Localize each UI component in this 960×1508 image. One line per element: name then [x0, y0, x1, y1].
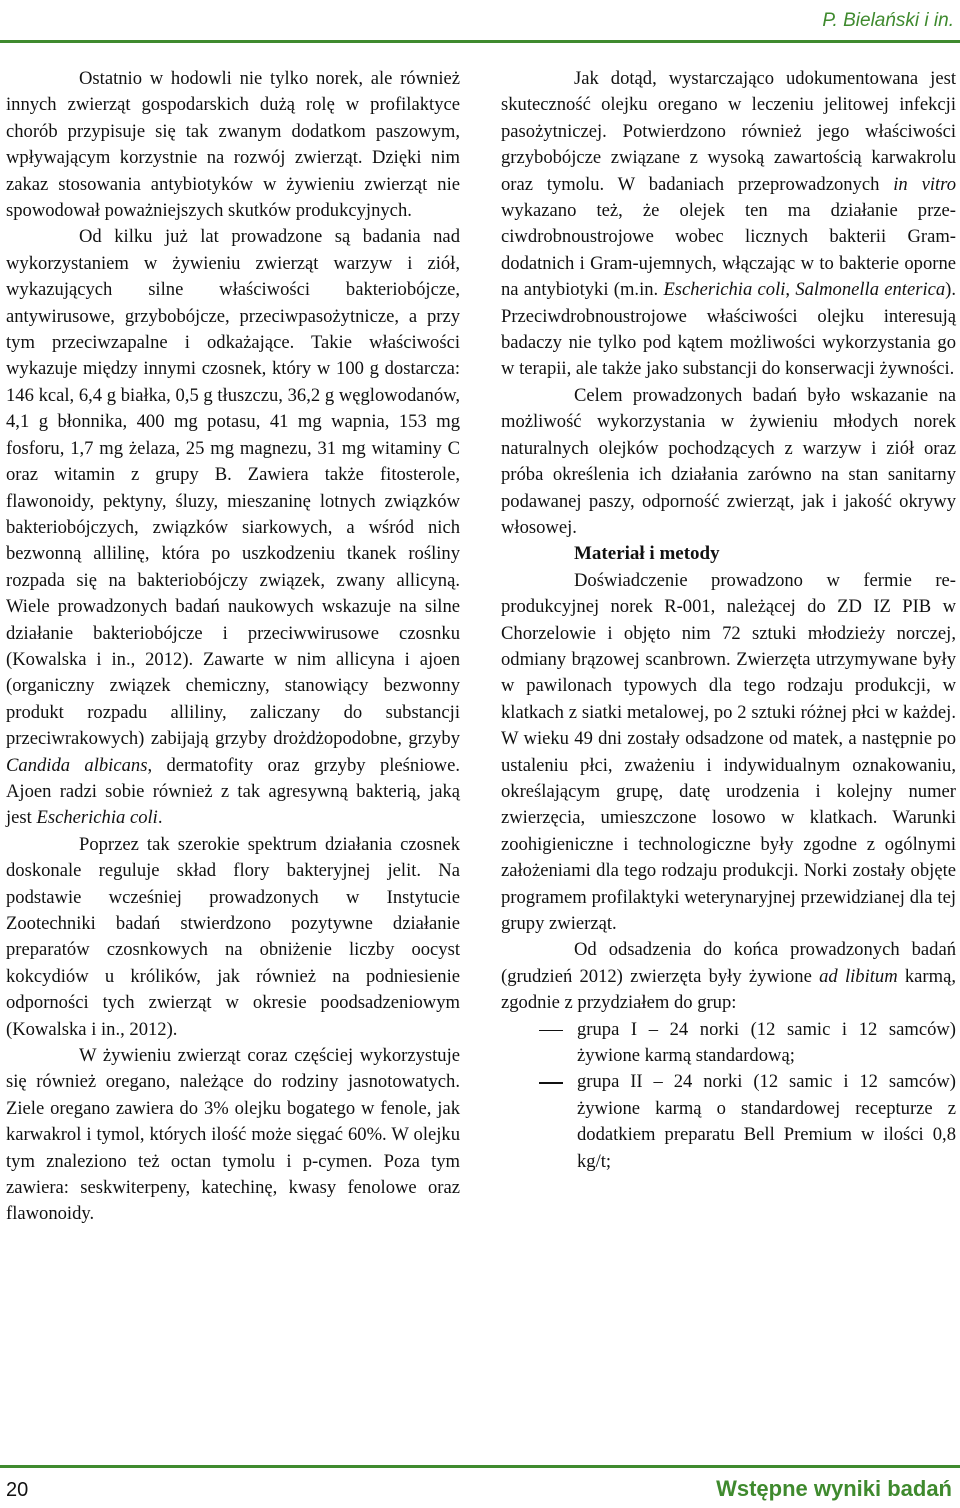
list-item: grupa II – 24 norki (12 samic i 12 samców) żywione karmą o standardowej recepturze z dodatkiem preparatu Bell Premium w ilości 0,8 kg/t; — [501, 1069, 956, 1175]
list-item: grupa I – 24 norki (12 samic i 12 samców) żywione karmą standardową; — [501, 1017, 956, 1070]
running-footer-title: Wstępne wyniki badań — [716, 1476, 952, 1501]
paragraph: Ostatnio w hodowli nie tylko norek, ale również innych zwierząt gospodarskich dużą rolę w profilaktyce chorób przypisuje się tak zwanym dodatkom paszowym, wpływającym korzystnie na rozwój zwierząt. Dzięki nim zakaz stosowania antybiotyków w żywieniu zwierząt nie spowodował poważniejszych skutków produkcyjnych. — [6, 68, 460, 222]
running-header-author: P. Bielański i in. — [822, 10, 954, 31]
footer-rule — [0, 1465, 960, 1468]
right-column — [501, 66, 956, 1175]
italic-term: Candida albicans — [6, 754, 148, 776]
paragraph: Celem prowadzonych badań było wskazanie na możliwość wykorzystania w żywieniu młodych norek naturalnych olejków pochodzących z warzyw i ziół oraz próba określenia ich działania zarówno na stan sanitarny podawanej paszy, odporność zwierząt, jak i jakość okrywy włosowej. — [501, 384, 956, 538]
italic-term: Escherichia coli — [36, 807, 158, 829]
paragraph: Jak dotąd, wystarczająco udokumentowana jest skuteczność olejku oregano w leczeniu jelitowej infekcji pasożytniczej. Potwierdzono również jego właściwości grzybobójcze związane z wysoką zawartością karwakrolu oraz tymolu. W badaniach przeprowadzonych in vitro wykazano też, że olejek ten ma działanie przeciwdrobnoustrojowe wobec licznych bakterii Gram-dodatnich i Gram-ujemnych, włączając w to bakterie oporne na antybiotyki (m.in. Escherichia coli, Salmonella enterica). Przeciwdrobnoustrojowe właściwości olejku interesują badaczy nie tylko pod kątem możliwości wykorzystania go w terapii, ale także jako substancji do konserwacji żywności. — [501, 68, 957, 380]
paragraph: Poprzez tak szerokie spektrum działania czosnek doskonale reguluje skład flory bakteryjnej jelit. Na podstawie wcześniej prowadzonych w Instytucie Zootechniki badań stwierdzono pozytywne działanie preparatów czosnkowych na obniżenie liczby oocyst kokcydiów u królików, jak również na podniesienie odporności tych zwierząt w okresie poodsadzeniowym (Kowalska i in., 2012). — [6, 833, 460, 1040]
paragraph: W żywieniu zwierząt coraz częściej wykorzystuje się również oregano, należące do rodziny jasnotowatych. Ziele oregano zawiera do 3% olejku bogatego w fenole, jak karwakrol i tymol, których ilość może sięgać 60%. W olejku tym znaleziono też octan tymolu i p-cymen. Poza tym zawiera: seskwiterpeny, katechinę, kwasy fenolowe oraz flawonoidy. — [6, 1045, 460, 1225]
section-heading: Materiał i metody — [574, 543, 720, 565]
paragraph: Od odsadzenia do końca prowadzonych badań (grudzień 2012) zwierzęta były żywione ad libitum karmą, zgodnie z przydziałem do grup: — [501, 939, 956, 1014]
italic-term: Escherichia coli — [663, 279, 786, 301]
header-rule — [0, 40, 960, 43]
italic-term: ad libitum — [819, 965, 898, 987]
left-column — [6, 66, 460, 1228]
italic-term: in vitro — [893, 173, 957, 195]
page-number: 20 — [6, 1479, 29, 1501]
group-list — [501, 1017, 956, 1175]
paragraph: Od kilku już lat prowadzone są badania nad wykorzystaniem w żywieniu zwierząt warzyw i ziół, wykazujących silne właściwości bakteriobójcze, antywirusowe, grzybobójcze, przeciwpasożytnicze, a przy tym przeciwzapalne i odkażające. Takie właściwości wykazuje między innymi czosnek, który w 100 g dostarcza: 146 kcal, 6,4 g białka, 0,5 g tłuszczu, 36,2 g węglowodanów, 4,1 g błonnika, 400 mg potasu, 41 mg wapnia, 153 mg fosforu, 1,7 mg żelaza, 25 mg magnezu, 31 mg witaminy C oraz witamin z grupy B. Zawiera także fitosterole, flawonoidy, pektyny, śluzy, mieszaninę lotnych związków bakteriobójczych, związków siarkowych, a wśród nich bezwonną allilinę, która po uszkodzeniu tkanek rośliny rozpada się na bakteriobójczy związek, zwany allicyną. Wiele prowadzonych badań naukowych wskazuje na silne działanie bakteriobójcze i przeciwwirusowe czosnku (Kowalska i in., 2012). Zawarte w nim allicyna i ajoen (organiczny związek chemiczny, stanowiący bezwonny produkt rozpadu alliliny, zaliczany do substancji przeciwrakowych) zabijają grzyby drożdżopodobne, grzyby Candida albicans, dermatofity oraz grzyby pleśniowe. Ajoen radzi sobie również z tak agresywną bakterią, jaką jest Escherichia coli. — [6, 226, 460, 829]
italic-term: Salmonella enterica — [795, 279, 946, 301]
paragraph: Doświadczenie prowadzono w fermie reprodukcyjnej norek R-001, należącej do ZD IZ PIB w Chorzelowie i objęto nim 72 sztuki młodzieży norczej, odmiany brązowej scanbrown. Zwierzęta utrzymywane były w pawilonach typowych dla tego rodzaju produkcji, w klatkach z siatki metalowej, po 2 sztuki różnej płci w każdej. W wieku 49 dni zostały odsadzone od matek, a następnie po ustaleniu płci, zważeniu i indywidualnym oznakowaniu, określającym grupę, datę urodzenia i kolejny numer zwierzęcia, umieszczone losowo w klatkach. Warunki zoohigieniczne i technologiczne były zgodne z ogólnymi założeniami dla tego rodzaju produkcji. Norki zostały objęte programem profilaktyki weterynaryjnej przewidzianej dla tej grupy zwierząt. — [501, 569, 956, 934]
